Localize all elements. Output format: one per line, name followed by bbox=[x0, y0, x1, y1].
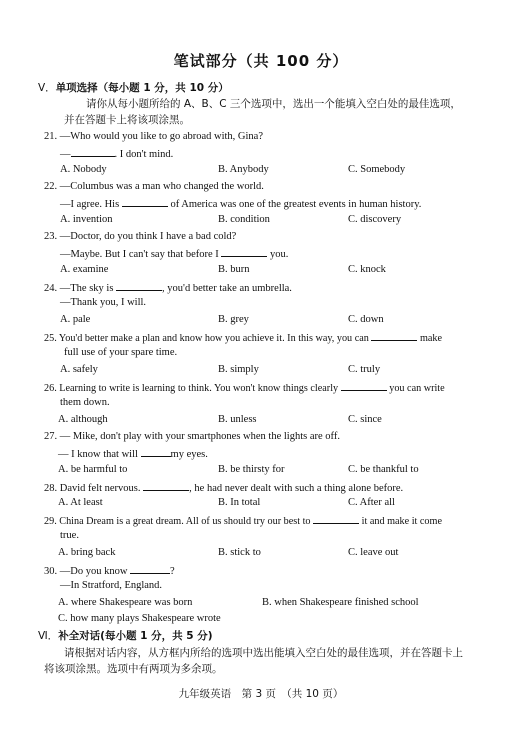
question-24-response: —Thank you, I will. bbox=[60, 297, 147, 308]
question-30-option-c: C. how many plays Shakespeare wrote bbox=[58, 613, 221, 624]
question-26-option-b: B. unless bbox=[218, 414, 257, 425]
question-22-option-c: C. discovery bbox=[348, 214, 402, 225]
answer-blank bbox=[371, 330, 417, 341]
question-23-response bbox=[60, 246, 288, 262]
question-29-prompt-end: it and make it come bbox=[361, 516, 442, 527]
question-22-response-end: of America was one of the greatest events in human history. bbox=[170, 199, 422, 210]
question-24-option-c: C. down bbox=[348, 314, 384, 325]
question-28-prompt-end: , he had never dealt with such a thing alone before. bbox=[189, 483, 404, 494]
question-26-prompt-end: you can write bbox=[389, 383, 445, 394]
question-30-prompt-end: ? bbox=[170, 566, 175, 577]
section-6-instruction-2: 将该项涂黑。选项中有两项为多余项。 bbox=[44, 663, 223, 675]
question-21-response bbox=[60, 146, 173, 162]
question-21-option-c: C. Somebody bbox=[348, 164, 406, 175]
question-27-response-start: — I know that will bbox=[58, 449, 138, 460]
question-24-option-a: A. pale bbox=[60, 314, 91, 325]
question-23-response-end: you. bbox=[270, 249, 289, 260]
question-24-option-b: B. grey bbox=[218, 314, 249, 325]
section-6-instruction-1: 请根据对话内容，从方框内所给的选项中选出能填入空白处的最佳选项，并在答题卡上 bbox=[64, 647, 463, 659]
answer-blank bbox=[313, 513, 359, 524]
question-21-response-start: — bbox=[60, 149, 71, 160]
question-23-prompt: 23. —Doctor, do you think I have a bad cold? bbox=[44, 231, 237, 242]
question-21-option-a: A. Nobody bbox=[60, 164, 107, 175]
question-29-option-b: B. stick to bbox=[218, 547, 261, 558]
section-6-title: 补全对话(每小题 1 分，共 5 分) bbox=[58, 630, 213, 642]
section-6-number: Ⅵ． bbox=[38, 630, 59, 642]
question-21-prompt: 21. —Who would you like to go abroad with, Gina? bbox=[44, 131, 264, 142]
answer-blank bbox=[141, 446, 171, 457]
question-22-response-start: —I agree. His bbox=[60, 199, 120, 210]
question-23-response-start: —Maybe. But I can't say that before I bbox=[60, 249, 219, 260]
question-30-option-b: B. when Shakespeare finished school bbox=[262, 597, 419, 608]
question-27-option-c: C. be thankful to bbox=[348, 464, 419, 475]
question-26-prompt-start: 26. Learning to write is learning to think. You won't know things clearly bbox=[44, 383, 339, 394]
page-title: 笔试部分（共 100 分） bbox=[173, 52, 349, 70]
answer-blank bbox=[221, 246, 267, 257]
answer-blank bbox=[130, 563, 170, 574]
question-25-continuation: full use of your spare time. bbox=[64, 347, 178, 358]
question-22-prompt: 22. —Columbus was a man who changed the world. bbox=[44, 181, 264, 192]
question-25-prompt-end: make bbox=[419, 333, 442, 344]
question-26-prompt bbox=[44, 380, 445, 396]
question-29-option-a: A. bring back bbox=[58, 547, 116, 558]
question-28-option-b: B. In total bbox=[218, 497, 261, 508]
question-25-prompt bbox=[44, 330, 442, 346]
answer-blank bbox=[143, 480, 189, 491]
question-29-option-c: C. leave out bbox=[348, 547, 399, 558]
question-25-option-c: C. truly bbox=[348, 364, 381, 375]
question-22-response bbox=[60, 196, 421, 212]
question-28-prompt bbox=[44, 480, 403, 496]
question-29-continuation: true. bbox=[60, 530, 79, 541]
answer-blank bbox=[122, 196, 168, 207]
question-29-prompt bbox=[44, 513, 442, 529]
question-27-response bbox=[58, 446, 208, 462]
question-28-prompt-start: 28. David felt nervous. bbox=[44, 483, 141, 494]
question-26-option-a: A. although bbox=[58, 414, 108, 425]
section-5-title: 单项选择（每小题 1 分，共 10 分） bbox=[55, 82, 229, 94]
question-23-option-b: B. burn bbox=[218, 264, 250, 275]
question-26-continuation: them down. bbox=[60, 397, 110, 408]
page-footer: 九年级英语 第 3 页 （共 10 页） bbox=[178, 688, 344, 700]
question-24-prompt bbox=[44, 280, 292, 296]
question-30-prompt bbox=[44, 563, 175, 579]
question-25-option-a: A. safely bbox=[60, 364, 98, 375]
question-23-option-c: C. knock bbox=[348, 264, 386, 275]
question-26-option-c: C. since bbox=[348, 414, 382, 425]
question-29-prompt-start: 29. China Dream is a great dream. All of us should try our best to bbox=[44, 516, 311, 527]
section-5-instruction-2: 并在答题卡上将该项涂黑。 bbox=[64, 114, 190, 126]
section-6-heading bbox=[38, 629, 213, 643]
question-28-option-a: A. At least bbox=[58, 497, 103, 508]
section-5-instruction-1: 请你从每小题所给的 A、B、C 三个选项中，选出一个能填入空白处的最佳选项， bbox=[86, 98, 461, 110]
section-5-number: Ⅴ． bbox=[38, 82, 56, 94]
answer-blank bbox=[71, 146, 115, 157]
question-24-prompt-end: , you'd better take an umbrella. bbox=[162, 283, 292, 294]
question-27-option-a: A. be harmful to bbox=[58, 464, 128, 475]
question-21-option-b: B. Anybody bbox=[218, 164, 269, 175]
question-22-option-a: A. invention bbox=[60, 214, 113, 225]
question-21-response-end: . I don't mind. bbox=[114, 149, 174, 160]
question-22-option-b: B. condition bbox=[218, 214, 270, 225]
question-30-response: —In Stratford, England. bbox=[60, 580, 163, 591]
answer-blank bbox=[116, 280, 162, 291]
question-30-option-a: A. where Shakespeare was born bbox=[58, 597, 193, 608]
answer-blank bbox=[341, 380, 387, 391]
question-27-response-end: my eyes. bbox=[170, 449, 208, 460]
question-27-option-b: B. be thirsty for bbox=[218, 464, 285, 475]
question-25-option-b: B. simply bbox=[218, 364, 259, 375]
question-27-prompt: 27. — Mike, don't play with your smartphones when the lights are off. bbox=[44, 431, 340, 442]
question-30-prompt-start: 30. —Do you know bbox=[44, 566, 128, 577]
question-24-prompt-start: 24. —The sky is bbox=[44, 283, 114, 294]
section-5-heading bbox=[38, 81, 229, 95]
question-25-prompt-start: 25. You'd better make a plan and know how you achieve it. In this way, you can bbox=[44, 333, 369, 344]
question-28-option-c: C. After all bbox=[348, 497, 395, 508]
question-23-option-a: A. examine bbox=[60, 264, 109, 275]
